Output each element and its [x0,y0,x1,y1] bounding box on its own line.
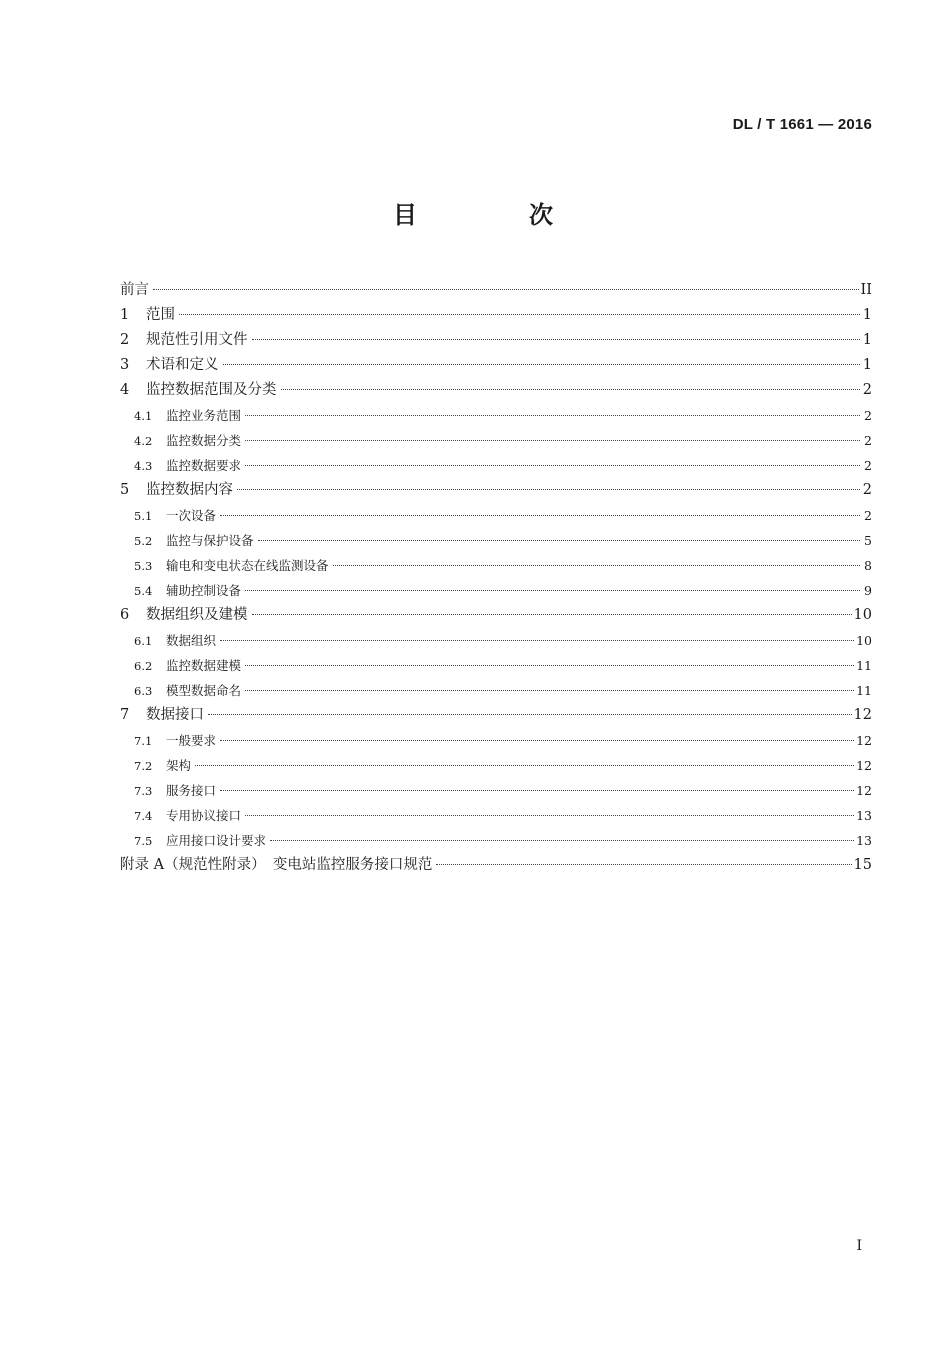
toc-entry[interactable] [120,353,872,378]
toc-entry-label: 术语和定义 [146,357,219,373]
toc-entry-label: 附录 A（规范性附录） 变电站监控服务接口规范 [120,857,433,873]
toc-entry-label: 数据组织 [166,633,217,648]
toc-entry[interactable] [120,428,872,453]
toc-entry-number: 4 [120,382,130,398]
toc-entry-label: 服务接口 [166,783,217,798]
toc-entry[interactable] [120,503,872,528]
footer-page-number: I [856,1238,862,1254]
page-title: 目 次 [393,200,597,229]
toc-entry-page: 12 [856,783,872,798]
toc-entry[interactable] [120,728,872,753]
toc-entry[interactable] [120,403,872,428]
table-of-contents [120,278,872,878]
toc-entry-page: 13 [856,808,872,823]
toc-entry-label: 应用接口设计要求 [166,833,267,848]
standard-code: DL / T 1661 — 2016 [732,116,872,133]
toc-entry-label: 监控数据分类 [166,433,242,448]
toc-entry-number: 6.2 [134,659,153,673]
toc-entry[interactable] [120,853,872,878]
toc-entry[interactable] [120,653,872,678]
toc-leader-dots [436,864,851,865]
toc-entry-page: 2 [864,508,872,523]
toc-entry-label: 输电和变电状态在线监测设备 [166,558,329,573]
toc-entry[interactable] [120,753,872,778]
toc-entry-number: 4.3 [134,459,153,473]
toc-entry-label: 监控数据范围及分类 [146,382,277,398]
toc-entry[interactable] [120,328,872,353]
toc-entry-label: 监控数据要求 [166,458,242,473]
toc-entry-page: 12 [853,707,872,723]
toc-entry-number: 5 [120,482,130,498]
toc-entry[interactable] [120,303,872,328]
toc-entry-page: 8 [864,558,872,573]
toc-entry-number: 6.3 [134,684,153,698]
toc-entry-page: 9 [864,583,872,598]
toc-entry-number: 7 [120,707,130,723]
toc-entry-number: 3 [120,357,130,373]
toc-entry[interactable] [120,453,872,478]
toc-entry-page: 1 [862,357,872,373]
toc-leader-dots [245,415,860,416]
toc-entry-label: 模型数据命名 [166,683,242,698]
toc-entry-label: 专用协议接口 [166,808,242,823]
toc-entry-number: 7.5 [134,834,153,848]
toc-entry-page: 11 [856,658,872,673]
toc-entry-number: 6.1 [134,634,153,648]
toc-leader-dots [258,540,860,541]
toc-leader-dots [281,389,861,390]
toc-leader-dots [237,489,860,490]
toc-leader-dots [252,614,852,615]
toc-entry[interactable] [120,703,872,728]
toc-entry[interactable] [120,553,872,578]
toc-entry-number: 4.1 [134,409,153,423]
toc-entry-page: 11 [856,683,872,698]
toc-entry-page: 15 [853,857,872,873]
toc-entry-number: 2 [120,332,130,348]
toc-entry-label: 监控与保护设备 [166,533,254,548]
toc-entry-page: 10 [856,633,872,648]
toc-leader-dots [179,314,860,315]
toc-leader-dots [245,815,854,816]
toc-entry-label: 数据接口 [146,707,204,723]
toc-entry-label: 规范性引用文件 [146,332,248,348]
toc-entry[interactable] [120,778,872,803]
toc-entry-label: 范围 [146,307,175,323]
toc-leader-dots [223,364,861,365]
toc-entry-page: 13 [856,833,872,848]
toc-entry[interactable] [120,628,872,653]
toc-leader-dots [252,339,861,340]
toc-leader-dots [220,515,860,516]
toc-entry-number: 1 [120,307,130,323]
toc-entry-number: 7.4 [134,809,153,823]
toc-entry-page: 5 [864,533,872,548]
toc-entry-label: 一般要求 [166,733,217,748]
toc-entry-label: 一次设备 [166,508,217,523]
toc-entry-label: 辅助控制设备 [166,583,242,598]
toc-leader-dots [208,714,852,715]
toc-entry[interactable] [120,828,872,853]
toc-entry-label: 监控数据建模 [166,658,242,673]
toc-entry-page: 1 [862,307,872,323]
toc-entry-label: 架构 [166,758,192,773]
toc-entry-page: II [860,282,872,298]
toc-leader-dots [220,640,854,641]
toc-entry-number: 7.1 [134,734,153,748]
toc-entry[interactable] [120,378,872,403]
toc-entry-label: 监控业务范围 [166,408,242,423]
toc-entry-page: 10 [853,607,872,623]
toc-entry[interactable] [120,278,872,303]
toc-leader-dots [220,740,854,741]
toc-leader-dots [245,590,860,591]
toc-entry-number: 7.2 [134,759,153,773]
toc-entry-label: 前言 [120,282,149,298]
toc-entry-page: 12 [856,733,872,748]
toc-entry-label: 监控数据内容 [146,482,233,498]
toc-leader-dots [333,565,860,566]
toc-leader-dots [153,289,859,290]
toc-entry[interactable] [120,678,872,703]
toc-entry-page: 2 [864,408,872,423]
toc-leader-dots [270,840,854,841]
toc-entry-page: 2 [862,482,872,498]
toc-entry[interactable] [120,478,872,503]
toc-entry-page: 1 [862,332,872,348]
toc-entry-number: 5.2 [134,534,153,548]
toc-leader-dots [195,765,854,766]
toc-entry[interactable] [120,803,872,828]
toc-entry-page: 2 [864,433,872,448]
toc-entry-number: 7.3 [134,784,153,798]
toc-entry-page: 2 [862,382,872,398]
toc-leader-dots [245,440,860,441]
toc-entry[interactable] [120,578,872,603]
toc-entry-number: 6 [120,607,130,623]
toc-leader-dots [245,665,854,666]
toc-entry[interactable] [120,603,872,628]
toc-entry-number: 5.4 [134,584,153,598]
toc-entry-page: 2 [864,458,872,473]
toc-entry-number: 5.1 [134,509,153,523]
toc-leader-dots [245,690,854,691]
toc-leader-dots [245,465,860,466]
toc-entry[interactable] [120,528,872,553]
toc-entry-page: 12 [856,758,872,773]
toc-entry-label: 数据组织及建模 [146,607,248,623]
toc-entry-number: 4.2 [134,434,153,448]
toc-leader-dots [220,790,854,791]
toc-entry-number: 5.3 [134,559,153,573]
